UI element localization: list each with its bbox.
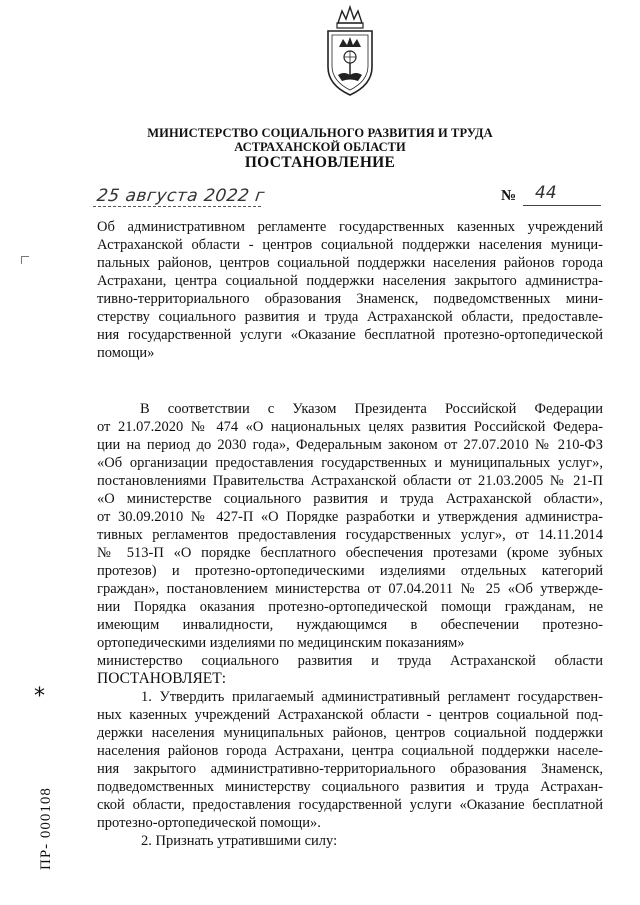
item-1-line: подведомственных министерству социального развития и труда Астрахан- — [97, 779, 603, 795]
subject-line: тивно-территориального образования Знаменск, подведомственных мини- — [97, 291, 603, 307]
document-date: 25 августа 2022 г — [95, 186, 267, 206]
item-1-line: протезно-ортопедической помощи». — [97, 815, 321, 831]
item-1-line: населения районов города Астрахани, центра социальной поддержки населе- — [97, 743, 603, 759]
coat-of-arms-emblem — [322, 5, 378, 101]
subject-line: стерству социального развития и труда Астраханской области, предоставле- — [97, 309, 603, 325]
number-label: № — [501, 188, 517, 204]
subject-line: пальных районов, центров социальной поддержки населения районов города — [97, 255, 603, 271]
item-1-line: ных казенных учреждений Астраханской области - центров социальной под- — [97, 707, 603, 723]
corner-mark — [21, 256, 29, 264]
item-1-line: держки населения муниципальных районов, центров социальной поддержки — [97, 725, 603, 741]
preamble-line: ции на период до 2030 года», Федеральным законом от 27.07.2010 № 210-ФЗ — [97, 437, 603, 453]
resolves-keyword: ПОСТАНОВЛЯЕТ: — [97, 670, 227, 687]
preamble-line: тивных регламентов предоставления государственных услуг», от 14.11.2014 — [97, 527, 603, 543]
preamble-line: имеющим инвалидности, нуждающимся в обеспечении протезно- — [97, 617, 603, 633]
preamble-line: от 21.07.2020 № 474 «О национальных целях развития Российской Федера- — [97, 419, 603, 435]
document-type: ПОСТАНОВЛЕНИЕ — [244, 154, 396, 171]
item-1-line: ния закрытого административно-территориального образования Знаменск, — [97, 761, 603, 777]
region-name: АСТРАХАНСКОЙ ОБЛАСТИ — [234, 140, 406, 154]
preamble-line: «О министерстве социального развития и труда Астраханской области», — [97, 491, 603, 507]
preamble-line: постановлениями Правительства Астраханской области от 21.03.2005 № 21-П — [97, 473, 603, 489]
item-1-line: 1. Утвердить прилагаемый административный регламент государствен- — [141, 689, 603, 705]
preamble-line: министерство социального развития и труда Астраханской области — [97, 653, 603, 669]
preamble-line: ортопедическими изделиями по медицинским показаниям» — [97, 635, 465, 651]
item-1-line: ской области, предоставления государственной услуги «Оказание бесплатной — [97, 797, 603, 813]
subject-line: Об административном регламенте государственных казенных учреждений — [97, 219, 603, 235]
subject-block — [97, 218, 603, 362]
preamble-line: нии Порядка оказания протезно-ортопедической помощи гражданам, не — [97, 599, 603, 615]
body-block — [97, 400, 603, 850]
date-underline — [93, 206, 261, 207]
number-underline — [523, 205, 601, 206]
registration-code: ПР- 000108 — [38, 787, 54, 870]
ministry-name: МИНИСТЕРСТВО СОЦИАЛЬНОГО РАЗВИТИЯ И ТРУДА — [147, 126, 493, 140]
subject-line: ния государственной услуги «Оказание бесплатной протезно-ортопедической — [97, 327, 603, 343]
document-number: 44 — [535, 183, 557, 203]
preamble-line: «Об организации предоставления государственных и муниципальных услуг», — [97, 455, 603, 471]
subject-line: Астраханской области - центров социальной поддержки населения муници- — [97, 237, 603, 253]
preamble-line: № 513-П «О порядке бесплатного обеспечения протезами (кроме зубных — [97, 545, 603, 561]
item-2: 2. Признать утратившими силу: — [141, 833, 338, 849]
subject-line: Астрахани, центра социальной поддержки населения закрытого администра- — [97, 273, 603, 289]
preamble-line: граждан», постановлением министерства от 07.04.2011 № 25 «Об утвержде- — [97, 581, 603, 597]
asterisk-mark: * — [34, 684, 45, 709]
preamble-line: протезов) и протезно-ортопедическими изделиями отдельных категорий — [97, 563, 603, 579]
preamble-line: от 30.09.2010 № 427-П «О Порядке разработки и утверждения администра- — [97, 509, 603, 525]
subject-line: помощи» — [97, 345, 155, 361]
preamble-line: В соответствии с Указом Президента Российской Федерации — [140, 401, 603, 417]
